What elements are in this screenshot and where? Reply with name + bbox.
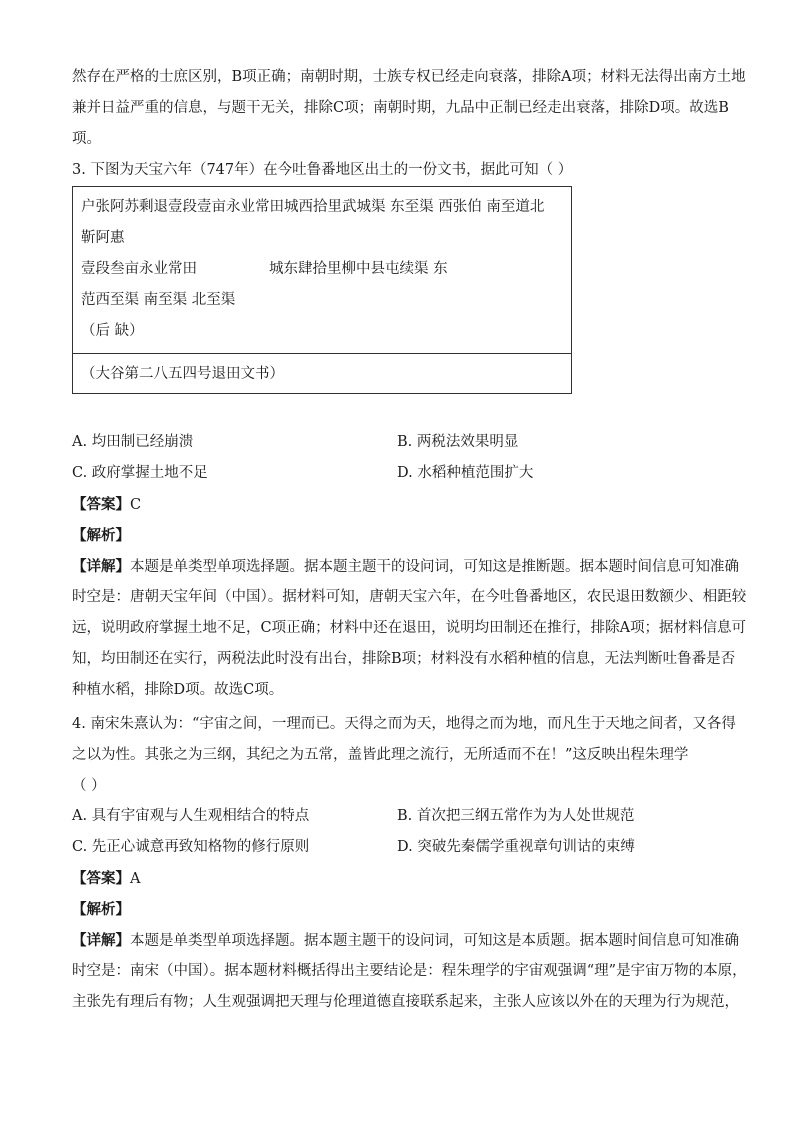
option-d: D. 突破先秦儒学重视章句训诂的束缚: [397, 839, 635, 855]
paragraph-line: 项。: [72, 131, 101, 147]
detail-tag: 【详解】: [72, 558, 130, 575]
detail-line: 主张先有理后有物；人生观强调把天理与伦理道德直接联系起来，主张人应该以外在的天理为行为规范，: [72, 994, 739, 1010]
detail-tag: 【详解】: [72, 932, 130, 949]
analysis-tag: 【解析】: [72, 901, 130, 918]
question-3-stem: 3. 下图为天宝六年（747年）在今吐鲁番地区出土的一份文书，据此可知（ ）: [72, 162, 573, 178]
answer-tag: 【答案】: [72, 870, 130, 887]
detail-line: 知，均田制还在实行，两税法此时没有出台，排除B项；材料没有水稻种植的信息，无法判断吐鲁番是否: [72, 651, 736, 667]
excerpt-line: 壹段叁亩永业常田: [81, 261, 197, 277]
answer-tag: 【答案】: [72, 496, 130, 513]
answer-value: C: [130, 497, 142, 513]
option-c: C. 政府掌握土地不足: [72, 465, 208, 481]
detail-line: 种植水稻，排除D项。故选C项。: [72, 682, 284, 698]
excerpt-line: 靳阿惠: [81, 230, 125, 246]
detail-line: 【详解】本题是单类型单项选择题。据本题主题干的设问词，可知这是本质题。据本题时间信息可知准确: [72, 932, 739, 949]
option-a: A. 均田制已经崩溃: [72, 434, 194, 450]
question-4-stem: 之以为性。其张之为三纲，其纪之为五常，盖皆此理之流行，无所适而不在！”这反映出程朱理学: [72, 747, 689, 763]
option-b: B. 两税法效果明显: [397, 434, 519, 450]
option-b: B. 首次把三纲五常作为为人处世规范: [397, 808, 635, 824]
option-a: A. 具有宇宙观与人生观相结合的特点: [72, 808, 310, 824]
detail-line: 【详解】本题是单类型单项选择题。据本题主题干的设问词，可知这是推断题。据本题时间信息可知准确: [72, 558, 739, 575]
excerpt-line: 城东肆拾里柳中县屯续渠 东: [269, 261, 448, 277]
analysis-tag: 【解析】: [72, 527, 130, 544]
paragraph-line: 兼并日益严重的信息，与题干无关，排除C项；南朝时期，九品中正制已经走出衰落，排除D项。故选B: [72, 100, 729, 116]
question-4-stem: （ ）: [72, 778, 106, 794]
paragraph-line: 然存在严格的士庶区别，B项正确；南朝时期，士族专权已经走向衰落，排除A项；材料无法得出南方土地: [72, 69, 746, 85]
excerpt-line: （后 缺）: [81, 323, 144, 339]
option-d: D. 水稻种植范围扩大: [397, 465, 534, 481]
document-excerpt-box: [72, 186, 572, 394]
question-4-stem: 4. 南宋朱熹认为：“宇宙之间，一理而已。天得之而为天，地得之而为地，而凡生于天地之间者，又各得: [72, 716, 736, 732]
excerpt-line: 户张阿苏剩退壹段壹亩永业常田城西拾里武城渠 东至渠 西张伯 南至道北: [81, 199, 545, 215]
answer-line: [72, 489, 724, 521]
answer-line: [72, 863, 724, 895]
detail-line: 时空是：唐朝天宝年间（中国）。据材料可知，唐朝天宝六年，在今吐鲁番地区，农民退田数额少、相距较: [72, 589, 747, 605]
detail-line: 时空是：南宋（中国）。据本题材料概括得出主要结论是：程朱理学的宇宙观强调“理”是宇宙万物的本原，: [72, 963, 747, 979]
box-divider: [73, 353, 571, 354]
detail-line: 远，说明政府掌握土地不足，C项正确；材料中还在退田，说明均田制还在推行，排除A项；据材料信息可: [72, 620, 747, 636]
excerpt-caption: （大谷第二八五四号退田文书）: [81, 366, 284, 382]
answer-value: A: [130, 871, 141, 887]
option-c: C. 先正心诚意再致知格物的修行原则: [72, 839, 310, 855]
excerpt-line: 范西至渠 南至渠 北至渠: [81, 292, 236, 308]
